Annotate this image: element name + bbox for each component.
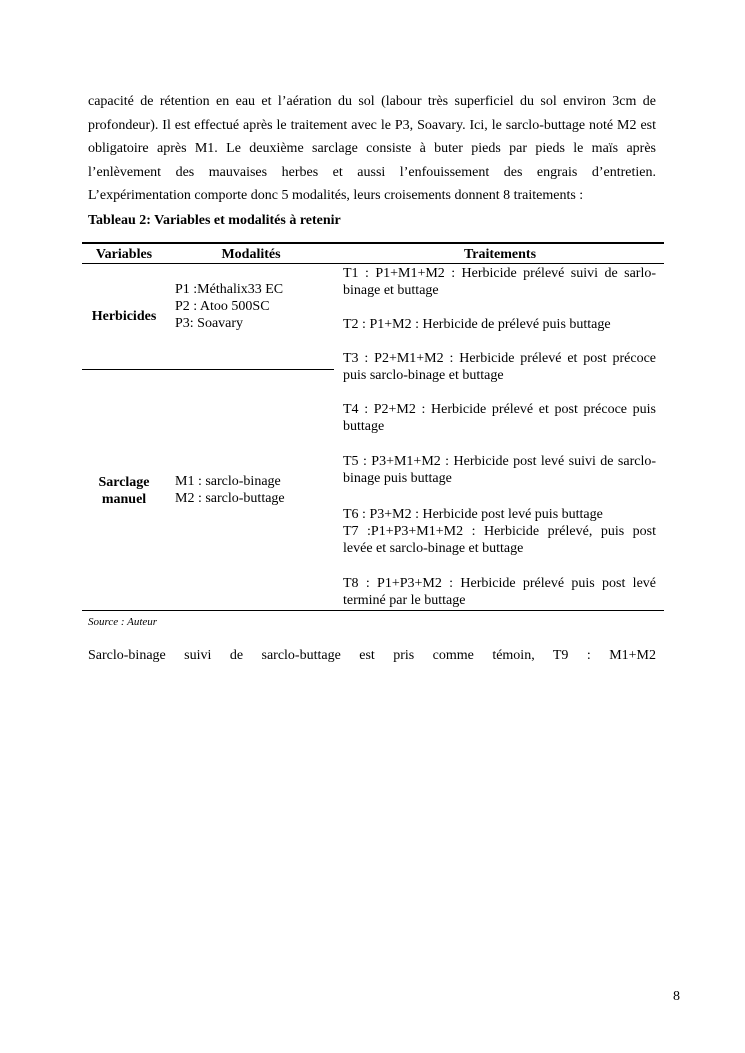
header-divider	[82, 263, 664, 264]
traitement-t5: T5 : P3+M1+M2 : Herbicide post levé suivi de sarclo-binage puis buttage	[343, 454, 656, 486]
row-divider	[82, 369, 334, 370]
body-paragraph: capacité de rétention en eau et l’aération du sol (labour très superficiel du sol environ 3cm de profondeur). Il est effectué après le traitement avec le P3, Soavary. Ici, le sarclo-buttage noté M2 est obligatoire après M1. Le deuxième sarclage consiste à buter pieds par pieds le maïs après l’enlèvement des mauvaises herbes et aussi l’enfouissement des engrais d’entretien. L’expérimentation comporte donc 5 modalités, leurs croisements donnent 8 traitements :	[88, 94, 656, 204]
modalites-sarclage	[175, 473, 335, 507]
header-modalites: Modalités	[221, 247, 281, 262]
traitement-t8: T8 : P1+P3+M2 : Herbicide prélevé puis post levé terminé par le buttage	[343, 576, 656, 608]
table-caption: Tableau 2: Variables et modalités à retenir	[88, 213, 341, 228]
modalites-herbicides	[175, 281, 335, 332]
traitement-t2: T2 : P1+M2 : Herbicide de prélevé puis buttage	[343, 317, 611, 332]
modalite-item: P1 :Méthalix33 EC	[175, 282, 284, 297]
traitement-t1: T1 : P1+M1+M2 : Herbicide prélevé suivi de sarlo-binage et buttage	[343, 266, 656, 298]
modalite-item: M2 : sarclo-buttage	[175, 491, 285, 506]
source-note: Source : Auteur	[88, 616, 158, 628]
tail-paragraph: Sarclo-binage suivi de sarclo-buttage est pris comme témoin, T9 : M1+M2	[88, 648, 656, 663]
page-number: 8	[673, 989, 680, 1004]
modalite-item: P2 : Atoo 500SC	[175, 299, 270, 314]
variables-table	[82, 242, 664, 611]
traitement-t6: T6 : P3+M2 : Herbicide post levé puis buttage	[343, 507, 603, 522]
header-traitements: Traitements	[463, 247, 537, 262]
modalite-item: M1 : sarclo-binage	[175, 474, 281, 489]
variable-herbicides: Herbicides	[91, 309, 157, 324]
traitement-t4: T4 : P2+M2 : Herbicide prélevé et post précoce puis buttage	[343, 402, 656, 434]
header-variables: Variables	[95, 247, 153, 262]
variable-sarclage-manuel: Sarclage manuel	[98, 475, 150, 507]
modalite-item: P3: Soavary	[175, 316, 244, 331]
traitement-t7: T7 :P1+P3+M1+M2 : Herbicide prélevé, puis post levée et sarclo-binage et buttage	[343, 524, 656, 556]
traitement-t3: T3 : P2+M1+M2 : Herbicide prélevé et post précoce puis sarclo-binage et buttage	[343, 351, 656, 383]
